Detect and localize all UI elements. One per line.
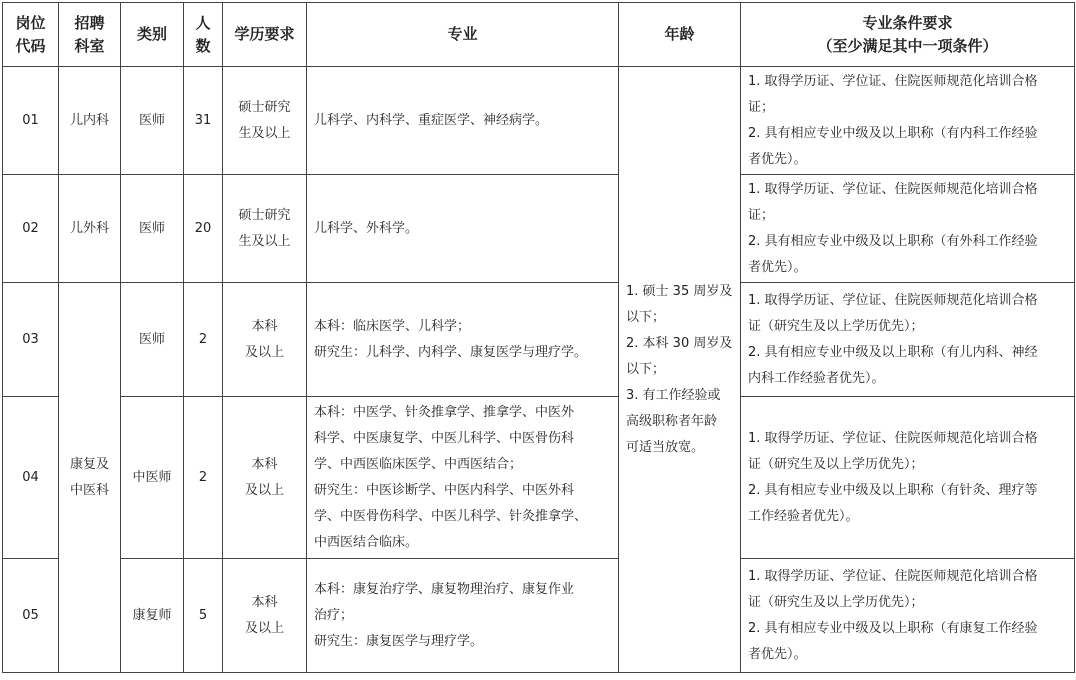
- row-education: 本科 及以上: [223, 283, 307, 397]
- recruitment-table: [2, 2, 1075, 673]
- table-row: [3, 67, 1075, 175]
- header-conditions: 专业条件要求 （至少满足其中一项条件）: [741, 3, 1075, 67]
- row-conditions: 1. 取得学历证、学位证、住院医师规范化培训合格 证（研究生及以上学历优先）； 2. 具有相应专业中级及以上职称（有针灸、理疗等 工作经验者优先）。: [741, 397, 1075, 559]
- row-code: 01: [3, 67, 59, 175]
- row-conditions: 1. 取得学历证、学位证、住院医师规范化培训合格 证（研究生及以上学历优先）； 2. 具有相应专业中级及以上职称（有康复工作经验 者优先）。: [741, 559, 1075, 673]
- row-category: 医师: [121, 67, 184, 175]
- header-dept: 招聘 科室: [59, 3, 121, 67]
- row-code: 03: [3, 283, 59, 397]
- row-code: 04: [3, 397, 59, 559]
- row-count: 5: [184, 559, 223, 673]
- header-row: [3, 3, 1075, 67]
- row-category: 康复师: [121, 559, 184, 673]
- table-row: [3, 397, 1075, 559]
- row-category: 中医师: [121, 397, 184, 559]
- row-major: 本科：康复治疗学、康复物理治疗、康复作业 治疗； 研究生：康复医学与理疗学。: [307, 559, 619, 673]
- header-count: 人 数: [184, 3, 223, 67]
- row-dept: 儿外科: [59, 175, 121, 283]
- row-conditions: 1. 取得学历证、学位证、住院医师规范化培训合格 证； 2. 具有相应专业中级及以上职称（有内科工作经验 者优先）。: [741, 67, 1075, 175]
- row-education: 硕士研究 生及以上: [223, 175, 307, 283]
- row-category: 医师: [121, 175, 184, 283]
- row-major: 儿科学、内科学、重症医学、神经病学。: [307, 67, 619, 175]
- row-count: 2: [184, 397, 223, 559]
- row-major: 本科：临床医学、儿科学； 研究生：儿科学、内科学、康复医学与理疗学。: [307, 283, 619, 397]
- header-code: 岗位 代码: [3, 3, 59, 67]
- row-code: 05: [3, 559, 59, 673]
- row-dept-merged: 康复及 中医科: [59, 283, 121, 673]
- row-conditions: 1. 取得学历证、学位证、住院医师规范化培训合格 证（研究生及以上学历优先）； 2. 具有相应专业中级及以上职称（有儿内科、神经 内科工作经验者优先）。: [741, 283, 1075, 397]
- table-row: [3, 175, 1075, 283]
- age-requirement: 1. 硕士 35 周岁及 以下； 2. 本科 30 周岁及 以下； 3. 有工作经验或 高级职称者年龄 可适当放宽。: [619, 67, 741, 673]
- row-count: 2: [184, 283, 223, 397]
- row-count: 20: [184, 175, 223, 283]
- row-category: 医师: [121, 283, 184, 397]
- row-conditions: 1. 取得学历证、学位证、住院医师规范化培训合格 证； 2. 具有相应专业中级及以上职称（有外科工作经验 者优先）。: [741, 175, 1075, 283]
- row-major: 儿科学、外科学。: [307, 175, 619, 283]
- row-major: 本科：中医学、针灸推拿学、推拿学、中医外 科学、中医康复学、中医儿科学、中医骨伤科 学、中西医临床医学、中西医结合； 研究生：中医诊断学、中医内科学、中医外科 学、中医骨伤科学、中医儿科学、针灸推拿学、 中西医结合临床。: [307, 397, 619, 559]
- header-major: 专业: [307, 3, 619, 67]
- row-education: 硕士研究 生及以上: [223, 67, 307, 175]
- header-education: 学历要求: [223, 3, 307, 67]
- row-dept: 儿内科: [59, 67, 121, 175]
- table-row: [3, 283, 1075, 397]
- table-row: [3, 559, 1075, 673]
- row-code: 02: [3, 175, 59, 283]
- header-age: 年龄: [619, 3, 741, 67]
- row-education: 本科 及以上: [223, 559, 307, 673]
- header-category: 类别: [121, 3, 184, 67]
- row-education: 本科 及以上: [223, 397, 307, 559]
- row-count: 31: [184, 67, 223, 175]
